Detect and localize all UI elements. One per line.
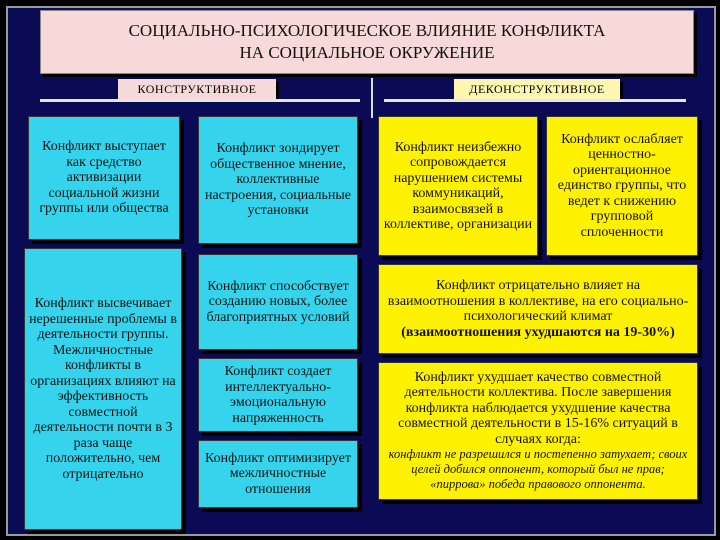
- center-divider: [371, 78, 373, 118]
- constructive-box-activation: Конфликт выступает как средство активизации социальной жизни группы или общества: [28, 116, 180, 240]
- deconstructive-box-quality: [378, 362, 698, 500]
- slide-title: [40, 10, 694, 74]
- deconstructive-box-climate: [378, 264, 698, 354]
- deconstructive-header: ДЕКОНСТРУКТИВНОЕ: [454, 79, 620, 99]
- climate-text: Конфликт отрицательно влияет на взаимоотношения в коллективе, на его социально-психологический климат: [387, 278, 689, 324]
- climate-percent: (взаимоотношения ухудшаются на 19-30%): [401, 324, 675, 340]
- constructive-header: КОНСТРУКТИВНОЕ: [118, 79, 276, 99]
- title-line-2: НА СОЦИАЛЬНОЕ ОКРУЖЕНИЕ: [239, 43, 495, 62]
- title-line-1: СОЦИАЛЬНО-ПСИХОЛОГИЧЕСКОЕ ВЛИЯНИЕ КОНФЛИКТА: [128, 21, 606, 40]
- deconstructive-box-communication: Конфликт неизбежно сопровождается нарушением системы коммуникаций, взаимосвязей в коллективе, организации: [378, 116, 538, 256]
- constructive-box-relations: Конфликт оптимизирует межличностные отношения: [198, 440, 358, 508]
- quality-text: Конфликт ухудшает качество совместной деятельности коллектива. После завершения конфликта наблюдается ухудшение качества совместной деятельности в 15-16% ситуаций в случаях когда:: [398, 369, 678, 447]
- constructive-box-opinion: Конфликт зондирует общественное мнение, коллективные настроения, социальные установки: [198, 116, 358, 244]
- constructive-box-tension: Конфликт создает интеллектуально-эмоциональную напряженность: [198, 358, 358, 432]
- left-divider-line: [40, 99, 360, 102]
- constructive-box-conditions: Конфликт способствует созданию новых, более благоприятных условий: [198, 254, 358, 350]
- deconstructive-box-cohesion: Конфликт ослабляет ценностно-ориентационное единство группы, что ведет к снижению групповой сплоченности: [546, 116, 698, 256]
- constructive-box-problems: Конфликт высвечивает нерешенные проблемы в деятельности группы. Межличностные конфликты в организациях влияют на эффективность совместной деятельности почти в 3 раза чаще положительно, чем отрицательно: [24, 248, 182, 530]
- quality-cases: конфликт не разрешился и постепенно затухает; своих целей добился оппонент, который был не прав; «пиррова» победа правового оппонента.: [388, 447, 688, 492]
- right-divider-line: [384, 99, 686, 102]
